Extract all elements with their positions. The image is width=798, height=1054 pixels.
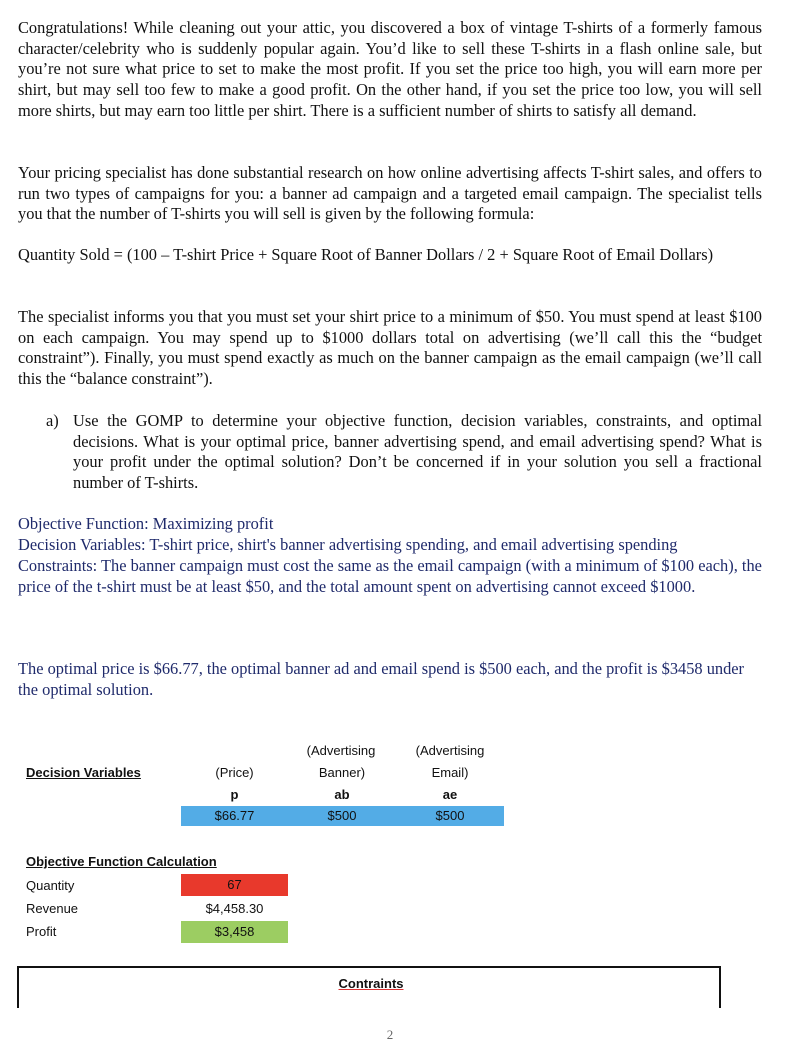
var-ae: ae bbox=[442, 787, 458, 802]
price-value-cell: $66.77 bbox=[181, 806, 288, 826]
list-marker-a: a) bbox=[46, 411, 59, 430]
quantity-formula: Quantity Sold = (100 – T-shirt Price + Square Root of Banner Dollars / 2 + Square Root of Email Dollars) bbox=[18, 245, 714, 264]
header-email: Email) bbox=[431, 765, 469, 780]
constraints-answer: Constraints: The banner campaign must cost the same as the email campaign (with a minimum of $100 each), the price of the t-shirt must be at least $50, and the total amount spent on advertising cannot exceed $1000. bbox=[18, 556, 762, 596]
header-banner: Banner) bbox=[318, 765, 366, 780]
quantity-value-cell: 67 bbox=[181, 874, 288, 896]
intro-paragraph-2: Your pricing specialist has done substantial research on how online advertising affects T-shirt sales, and offers to run two types of campaigns for you: a banner ad campaign and a targeted email campaign. The specialist tells you that the number of T-shirts you will sell is given by the following formula: bbox=[18, 163, 762, 224]
header-advertising-banner-1: (Advertising bbox=[306, 743, 376, 758]
intro-paragraph-1: Congratulations! While cleaning out your attic, you discovered a box of vintage T-shirts of a formerly famous character/celebrity who is suddenly popular again. You’d like to sell these T-shirts in a flash online sale, but you’re not sure what price to set to make the most profit. If you set the price too high, you will earn more per shirt, but may sell too few to make a good profit. On the other hand, if you set the price too low, you will sell more shirts, but may earn too little per shirt. There is a sufficient number of shirts to satisfy all demand. bbox=[18, 18, 762, 120]
profit-value-cell: $3,458 bbox=[181, 921, 288, 943]
objective-calc-heading: Objective Function Calculation bbox=[26, 854, 217, 869]
revenue-label: Revenue bbox=[26, 901, 79, 916]
quantity-label: Quantity bbox=[26, 878, 75, 893]
email-spend-cell: $500 bbox=[396, 806, 504, 826]
header-advertising-email-1: (Advertising bbox=[415, 743, 485, 758]
question-a: Use the GOMP to determine your objective function, decision variables, constraints, and optimal decisions. What is your optimal price, banner advertising spend, and email advertising spend? What is your profit under the optimal solution? Don’t be concerned if in your solution you sell a fractional number of T-shirts. bbox=[73, 411, 762, 493]
decision-variables-answer: Decision Variables: T-shirt price, shirt's banner advertising spending, and email advertising spending bbox=[18, 535, 678, 554]
revenue-value-cell: $4,458.30 bbox=[205, 901, 264, 916]
var-ab: ab bbox=[334, 787, 350, 802]
objective-function-answer: Objective Function: Maximizing profit bbox=[18, 514, 274, 533]
banner-spend-cell: $500 bbox=[288, 806, 396, 826]
page-number: 2 bbox=[386, 1027, 394, 1042]
decision-variables-heading: Decision Variables bbox=[26, 765, 141, 780]
header-price: (Price) bbox=[215, 765, 254, 780]
var-p: p bbox=[230, 787, 239, 802]
intro-paragraph-3: The specialist informs you that you must set your shirt price to a minimum of $50. You must spend at least $100 on each campaign. You may spend up to $1000 dollars total on advertising (we’ll call this the “budget constraint”). Finally, you must spend exactly as much on the banner campaign as the email campaign (we’ll call this the “balance constraint”). bbox=[18, 307, 762, 389]
optimal-solution-answer: The optimal price is $66.77, the optimal banner ad and email spend is $500 each, and the profit is $3458 under the optimal solution. bbox=[18, 659, 745, 699]
profit-label: Profit bbox=[26, 924, 57, 939]
constraints-heading: Contraints bbox=[338, 976, 404, 991]
